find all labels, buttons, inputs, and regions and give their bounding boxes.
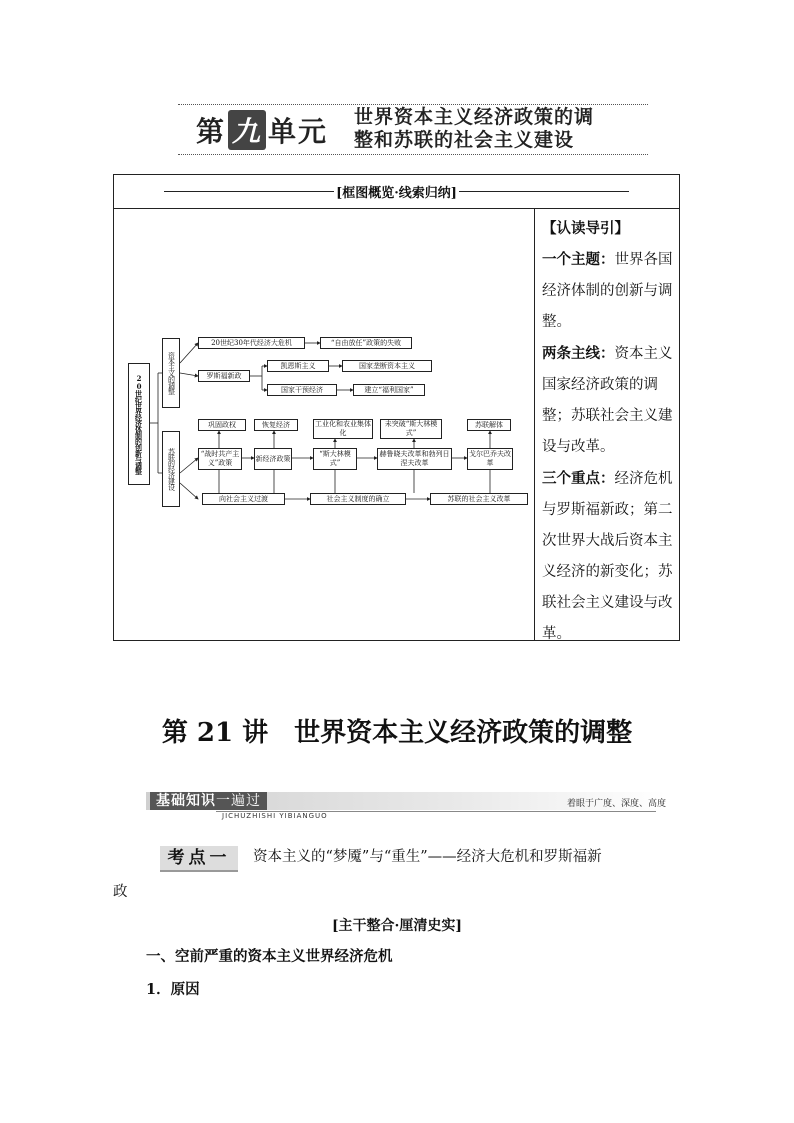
unit-title-line1: 世界资本主义经济政策的调 [354, 106, 595, 128]
diagram-war-communism: “战时共产主义”政策 [198, 448, 242, 470]
unit-label-prefix: 第 [196, 115, 227, 148]
kaodian-title: 资本主义的“梦魇”与“重生”——经济大危机和罗斯福新 [253, 849, 602, 865]
diagram-crisis: 20世纪30年代经济大危机 [198, 337, 305, 349]
guide-point-1-text: 世界各国经济体制的创新与调整。 [542, 252, 673, 330]
guide-point-2-label: 两条主线： [542, 345, 615, 362]
framework-diagram [122, 323, 532, 523]
diagram-unbroken: 未突破“斯大林模式” [380, 419, 442, 439]
guide-point-1 [542, 244, 674, 338]
unit-banner [178, 100, 648, 158]
lecture-title: 第 21 讲 世界资本主义经济政策的调整 [161, 718, 633, 748]
section-pinyin: JICHUZHISHI YIBIANGUO [222, 812, 328, 820]
banner-dotted-rule-bottom [178, 154, 648, 155]
diagram-welfare-state: 建立“福利国家” [353, 384, 425, 396]
diagram-state-monopoly: 国家垄断资本主义 [342, 360, 432, 372]
guide-point-3-label: 三个重点： [542, 470, 615, 487]
diagram-root-box: 20世纪世界经济体制的创新与调整 [128, 363, 150, 485]
diagram-khrushchev: 赫鲁晓夫改革和勃列日涅夫改革 [377, 448, 452, 470]
unit-label [196, 110, 328, 150]
column-divider [534, 208, 535, 640]
overview-header [114, 175, 679, 209]
diagram-soviet-branch: 苏联的经济建设 [162, 431, 180, 507]
diagram-capitalist-branch: 资本主义的调整 [162, 338, 180, 408]
section-tag-main: 基础知识 [156, 793, 216, 809]
subsection-title: [主干整合·厘清史实] [331, 918, 463, 934]
section-tag-sub: 一遍过 [216, 793, 261, 809]
diagram-soviet-reform: 苏联的社会主义改革 [430, 493, 528, 505]
diagram-stalin-model: “斯大林模式” [313, 448, 357, 470]
diagram-consolidate: 巩固政权 [198, 419, 246, 431]
unit-label-suffix: 单元 [268, 115, 329, 148]
guide-point-1-label: 一个主题： [542, 251, 615, 268]
diagram-industrialization: 工业化和农业集体化 [315, 420, 371, 437]
section-right-text: 着眼于广度、深度、高度 [566, 799, 666, 809]
diagram-transition: 向社会主义过渡 [202, 493, 285, 505]
guide-point-3-text: 经济危机与罗斯福新政；第二次世界大战后资本主义经济的新变化；苏联社会主义建设与改革。 [542, 471, 673, 642]
overview-table [113, 174, 680, 641]
diagram-collapse: 苏联解体 [467, 419, 511, 431]
unit-title-line2: 整和苏联的社会主义建设 [354, 129, 575, 151]
guide-point-2 [542, 338, 674, 463]
diagram-establish: 社会主义制度的确立 [310, 493, 406, 505]
diagram-nep: 新经济政策 [254, 448, 292, 470]
kaodian-label: 考点一 [160, 846, 238, 872]
diagram-gorbachev: 戈尔巴乔夫改革 [467, 448, 513, 470]
unit-number: 九 [228, 110, 266, 150]
guide-point-3 [542, 463, 674, 650]
reading-guide [542, 213, 674, 650]
heading-2: 1．原因 [146, 981, 200, 998]
guide-title: 【认读导引】 [542, 220, 629, 237]
unit-title [354, 106, 644, 152]
section-banner [146, 792, 676, 822]
banner-dotted-rule-top [178, 104, 648, 105]
guide-point-2-text: 资本主义国家经济政策的调整；苏联社会主义建设与改革。 [542, 346, 673, 455]
overview-header-text: [框图概览·线索归纳] [336, 186, 457, 201]
diagram-new-deal: 罗斯福新政 [198, 370, 250, 382]
heading-1: 一、空前严重的资本主义世界经济危机 [146, 948, 393, 965]
section-tag [150, 792, 267, 810]
diagram-keynes: 凯恩斯主义 [267, 360, 329, 372]
diagram-laissez-faire: “自由放任”政策的失败 [320, 337, 412, 349]
diagram-restore: 恢复经济 [254, 419, 298, 431]
diagram-state-intervention: 国家干预经济 [267, 384, 337, 396]
kaodian-title-cont: 政 [113, 884, 128, 900]
